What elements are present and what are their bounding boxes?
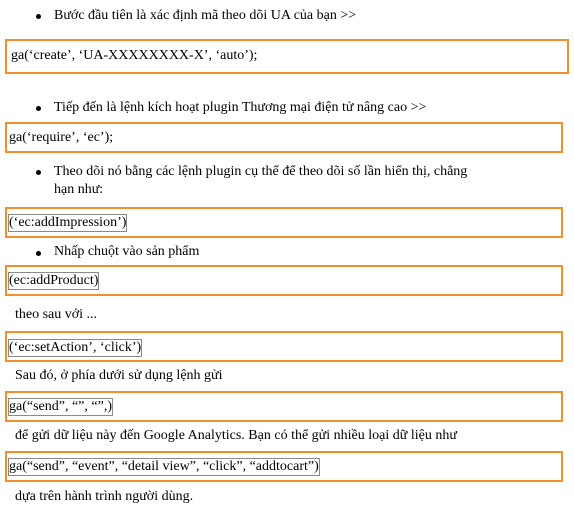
code-box xyxy=(5,207,563,238)
code-box xyxy=(5,391,563,422)
code-box xyxy=(5,39,569,74)
bullet-marker xyxy=(36,106,41,111)
bullet-text: Bước đầu tiên là xác định mã theo dõi UA của bạn >> xyxy=(54,8,357,23)
code-snippet: ga(“send”, “event”, “detail view”, “click”, “addtocart”) xyxy=(9,459,319,474)
bullet-marker xyxy=(36,170,41,175)
code-box xyxy=(5,122,563,153)
paragraph-text: theo sau với ... xyxy=(15,307,98,322)
paragraph-text: Sau đó, ở phía dưới sử dụng lệnh gửi xyxy=(15,368,223,383)
bullet-text: Nhấp chuột vào sản phẩm xyxy=(54,244,200,259)
code-snippet: (‘ec:setAction’, ‘click’) xyxy=(9,340,142,355)
code-snippet: (ec:addProduct) xyxy=(9,273,99,288)
code-snippet: ga(‘create’, ‘UA-XXXXXXXX-X’, ‘auto’); xyxy=(11,48,258,63)
paragraph-text: dựa trên hành trình người dùng. xyxy=(15,489,194,504)
bullet-text: Theo dõi nó bằng các lệnh plugin cụ thể để theo dõi số lần hiển thị, chẳng xyxy=(54,164,468,179)
code-snippet: ga(‘require’, ‘ec’); xyxy=(9,130,114,145)
code-box xyxy=(5,451,563,482)
code-box xyxy=(5,331,563,362)
bullet-marker xyxy=(36,14,41,19)
bullet-text: Tiếp đến là lệnh kích hoạt plugin Thương mại điện tử nâng cao >> xyxy=(54,100,427,115)
bullet-marker xyxy=(36,251,41,256)
paragraph-text: để gửi dữ liệu này đến Google Analytics. Bạn có thể gửi nhiều loại dữ liệu như xyxy=(15,428,457,443)
code-snippet: ga(“send”, “”, “”,) xyxy=(9,399,112,414)
code-snippet: (‘ec:addImpression’) xyxy=(9,215,127,230)
code-box xyxy=(5,265,563,296)
bullet-text: hạn như: xyxy=(54,182,104,197)
